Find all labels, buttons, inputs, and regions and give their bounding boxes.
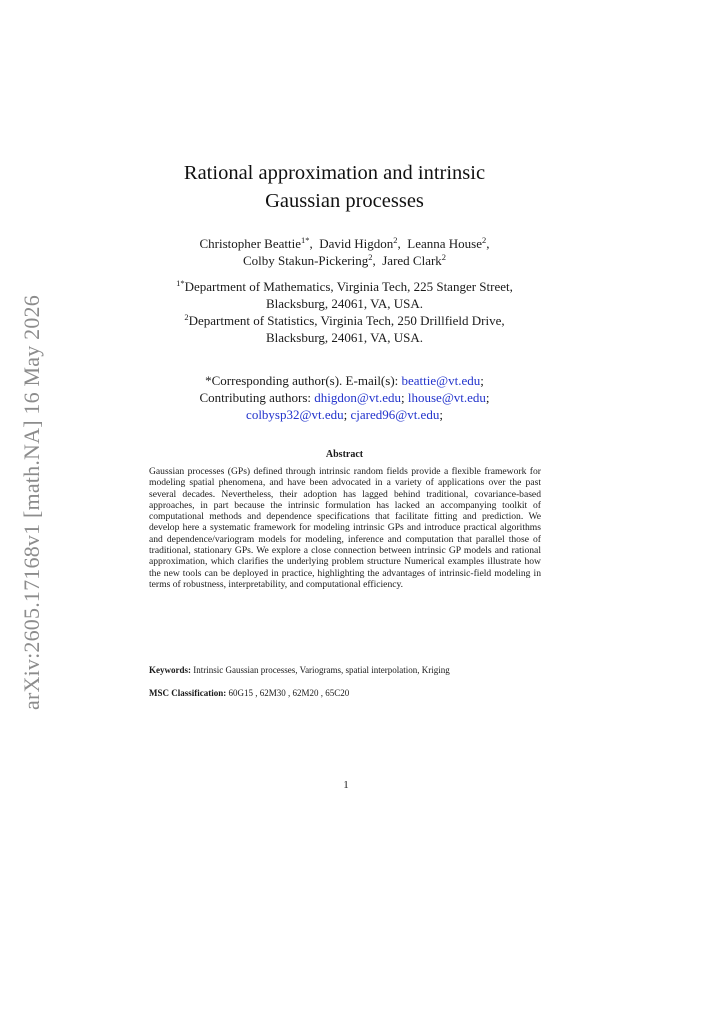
contributing-authors-line-2: colbysp32@vt.edu; cjared96@vt.edu; — [246, 407, 443, 422]
author-higdon: David Higdon — [319, 236, 394, 251]
author-beattie-affil: 1* — [300, 235, 310, 245]
msc-classification-line — [149, 688, 549, 698]
msc-label: MSC Classification: — [149, 688, 227, 698]
author-house: Leanna House — [407, 236, 482, 251]
author-stakun-pickering-affil: 2 — [368, 252, 373, 262]
author-beattie: Christopher Beattie — [199, 236, 301, 251]
email-link-house[interactable]: lhouse@vt.edu — [407, 390, 486, 405]
affiliations — [0, 278, 705, 346]
arxiv-stamp-text: arXiv:2605.17168v1 [math.NA] 16 May 2026 — [19, 295, 44, 710]
author-list — [0, 235, 705, 269]
paper-title-line-2: Gaussian processes — [265, 190, 424, 212]
author-clark: Jared Clark — [382, 253, 442, 268]
contributing-authors-line: Contributing authors: dhigdon@vt.edu; lhouse@vt.edu; — [199, 390, 490, 405]
abstract-text: Gaussian processes (GPs) defined through intrinsic random fields provide a flexible framework for modeling spatial phenomena, and have been advocated in a variety of applications over the past several decades. Nevertheless, their adoption has lagged behind traditional, covariance-based approaches, in part because the intrinsic formulation has lacked an accompanying toolkit of computational methods and dependence specifications that facilitate fitting and prediction. We develop here a systematic framework for modeling intrinsic GPs and introduce practical algorithms and dependence/variogram models for modeling, inference and computation that parallel those of traditional, stationary GPs. We explore a close connection between intrinsic GP models and rational approximation, which clarifies the underlying problem structure Numerical examples illustrate how the new tools can be deployed in practice, highlighting the advantages of intrinsic-field modeling in terms of robustness, interpretability, and computational efficiency. — [149, 466, 541, 590]
affiliation-2-line-2: Blacksburg, 24061, VA, USA. — [265, 330, 424, 345]
corresponding-author-line: *Corresponding author(s). E-mail(s): beattie@vt.edu; — [205, 373, 484, 388]
email-link-higdon[interactable]: dhigdon@vt.edu — [314, 390, 401, 405]
author-house-affil: 2 — [481, 235, 487, 245]
affiliation-1-marker: 1* — [176, 278, 185, 288]
page-number: 1 — [343, 779, 349, 791]
keywords-line — [149, 665, 549, 675]
author-clark-affil: 2 — [441, 252, 447, 262]
affiliation-2-line-1: $^2$Department of Statistics, Virginia Tech, 250 Drillfield Drive, — [184, 312, 505, 328]
correspondence-block — [0, 372, 705, 423]
keywords-label: Keywords: — [149, 665, 191, 675]
keywords-value: Intrinsic Gaussian processes, Variograms, spatial interpolation, Kriging — [193, 665, 450, 675]
author-stakun-pickering: Colby Stakun-Pickering — [242, 253, 369, 268]
msc-value: 60G15 , 62M30 , 62M20 , 65C20 — [228, 688, 350, 698]
author-line-1: Christopher Beattie$^{1*}$, David Higdon$^2$, Leanna House$^2$, — [199, 235, 490, 251]
author-higdon-affil: 2 — [393, 235, 398, 245]
affiliation-2-marker: 2 — [184, 312, 189, 322]
email-link-stakun-pickering[interactable]: colbysp32@vt.edu — [246, 407, 344, 422]
author-line-2: Colby Stakun-Pickering$^2$, Jared Clark$^2$ — [242, 252, 447, 268]
affiliation-1-line-1: $^{1*}$Department of Mathematics, Virginia Tech, 225 Stanger Street, — [176, 278, 513, 294]
email-link-beattie[interactable]: beattie@vt.edu — [401, 373, 481, 388]
email-link-clark[interactable]: cjared96@vt.edu — [350, 407, 440, 422]
paper-title-line-1: Rational approximation and intrinsic — [183, 162, 486, 184]
abstract-heading: Abstract — [325, 449, 364, 460]
affiliation-1-line-2: Blacksburg, 24061, VA, USA. — [265, 296, 424, 311]
